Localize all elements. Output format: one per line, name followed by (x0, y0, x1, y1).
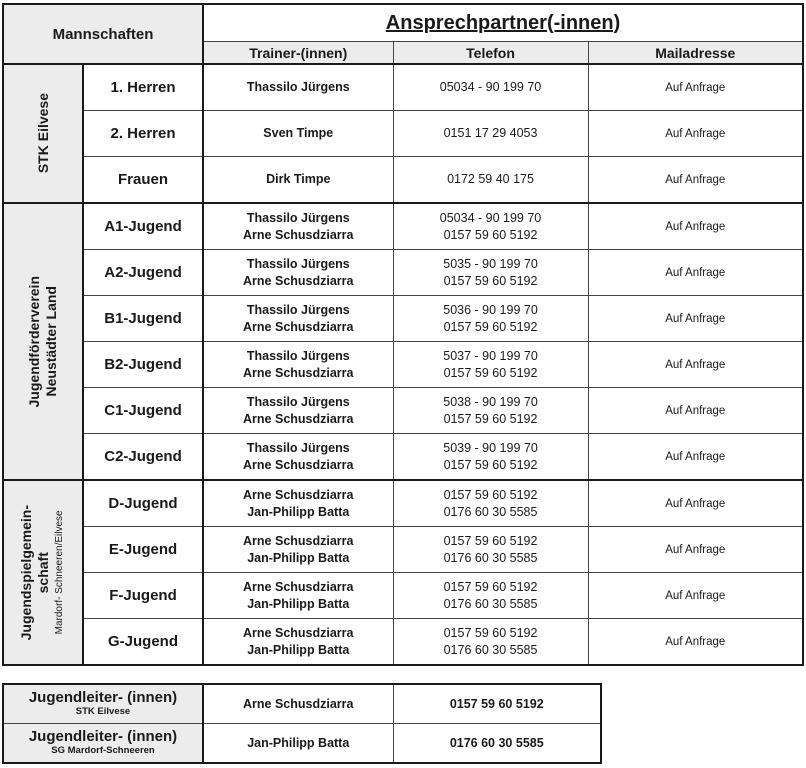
header-ansprechpartner: Ansprechpartner(-innen) (203, 4, 803, 42)
mail-cell: Auf Anfrage (588, 573, 803, 619)
team-name: 1. Herren (83, 64, 203, 111)
leader-phone: 0157 59 60 5192 (393, 684, 601, 724)
group-jugendspielgemeinschaft (3, 480, 83, 665)
phone-cell: 05034 - 90 199 70 (393, 64, 588, 111)
trainer-cell: Thassilo Jürgens Arne Schusdziarra (203, 388, 393, 434)
trainer-cell: Arne Schusdziarra Jan-Philipp Batta (203, 573, 393, 619)
phone-cell: 5038 - 90 199 70 0157 59 60 5192 (393, 388, 588, 434)
trainer-cell: Sven Timpe (203, 111, 393, 157)
phone-cell: 0157 59 60 5192 0176 60 30 5585 (393, 480, 588, 527)
phone-cell: 0157 59 60 5192 0176 60 30 5585 (393, 527, 588, 573)
leader-title: Jugendleiter- (innen) (28, 689, 178, 706)
mail-cell: Auf Anfrage (588, 619, 803, 666)
phone-cell: 0172 59 40 175 (393, 157, 588, 204)
leader-club: STK Eilvese (75, 706, 131, 717)
mail-cell: Auf Anfrage (588, 111, 803, 157)
header-telefon: Telefon (393, 42, 588, 65)
leader-title-cell (3, 724, 203, 764)
trainer-cell: Thassilo Jürgens Arne Schusdziarra (203, 434, 393, 481)
phone-cell: 5037 - 90 199 70 0157 59 60 5192 (393, 342, 588, 388)
trainer-cell: Thassilo Jürgens Arne Schusdziarra (203, 296, 393, 342)
trainer-cell: Arne Schusdziarra Jan-Philipp Batta (203, 527, 393, 573)
header-trainer: Trainer-(innen) (203, 42, 393, 65)
phone-cell: 5039 - 90 199 70 0157 59 60 5192 (393, 434, 588, 481)
mail-cell: Auf Anfrage (588, 480, 803, 527)
mail-cell: Auf Anfrage (588, 342, 803, 388)
phone-cell: 0157 59 60 5192 0176 60 30 5585 (393, 573, 588, 619)
trainer-cell: Thassilo Jürgens Arne Schusdziarra (203, 250, 393, 296)
group-label: Jugendförderverein Neustädter Land (26, 275, 59, 408)
mail-cell: Auf Anfrage (588, 157, 803, 204)
trainer-cell: Arne Schusdziarra Jan-Philipp Batta (203, 480, 393, 527)
phone-cell: 5035 - 90 199 70 0157 59 60 5192 (393, 250, 588, 296)
team-name: A1-Jugend (83, 203, 203, 250)
trainer-cell: Thassilo Jürgens Arne Schusdziarra (203, 203, 393, 250)
mail-cell: Auf Anfrage (588, 434, 803, 481)
group-stk-eilvese (3, 64, 83, 203)
leader-name: Jan-Philipp Batta (203, 724, 393, 764)
phone-cell: 5036 - 90 199 70 0157 59 60 5192 (393, 296, 588, 342)
team-name: C1-Jugend (83, 388, 203, 434)
mail-cell: Auf Anfrage (588, 250, 803, 296)
team-name: B1-Jugend (83, 296, 203, 342)
phone-cell: 0151 17 29 4053 (393, 111, 588, 157)
team-name: E-Jugend (83, 527, 203, 573)
team-name: F-Jugend (83, 573, 203, 619)
team-name: Frauen (83, 157, 203, 204)
contact-table (2, 3, 804, 666)
leader-title: Jugendleiter- (innen) (28, 728, 178, 745)
leader-name: Arne Schusdziarra (203, 684, 393, 724)
group-label: STK Eilvese (34, 93, 51, 174)
trainer-cell: Thassilo Jürgens Arne Schusdziarra (203, 342, 393, 388)
mail-cell: Auf Anfrage (588, 203, 803, 250)
leader-club: SG Mardorf-Schneeren (51, 745, 155, 756)
team-name: G-Jugend (83, 619, 203, 666)
header-mannschaften: Mannschaften (3, 4, 203, 64)
youth-leader-table (2, 683, 602, 764)
leader-title-cell (3, 684, 203, 724)
team-name: C2-Jugend (83, 434, 203, 481)
mail-cell: Auf Anfrage (588, 527, 803, 573)
team-name: A2-Jugend (83, 250, 203, 296)
group-label: Jugendspielgemein- schaft Mardorf- Schneeren/Eilvese (17, 504, 65, 641)
team-name: D-Jugend (83, 480, 203, 527)
phone-cell: 0157 59 60 5192 0176 60 30 5585 (393, 619, 588, 666)
group-jugendfoerderverein (3, 203, 83, 480)
trainer-cell: Dirk Timpe (203, 157, 393, 204)
team-name: 2. Herren (83, 111, 203, 157)
leader-phone: 0176 60 30 5585 (393, 724, 601, 764)
mail-cell: Auf Anfrage (588, 296, 803, 342)
mail-cell: Auf Anfrage (588, 64, 803, 111)
trainer-cell: Arne Schusdziarra Jan-Philipp Batta (203, 619, 393, 666)
header-mail: Mailadresse (588, 42, 803, 65)
mail-cell: Auf Anfrage (588, 388, 803, 434)
phone-cell: 05034 - 90 199 70 0157 59 60 5192 (393, 203, 588, 250)
trainer-cell: Thassilo Jürgens (203, 64, 393, 111)
team-name: B2-Jugend (83, 342, 203, 388)
